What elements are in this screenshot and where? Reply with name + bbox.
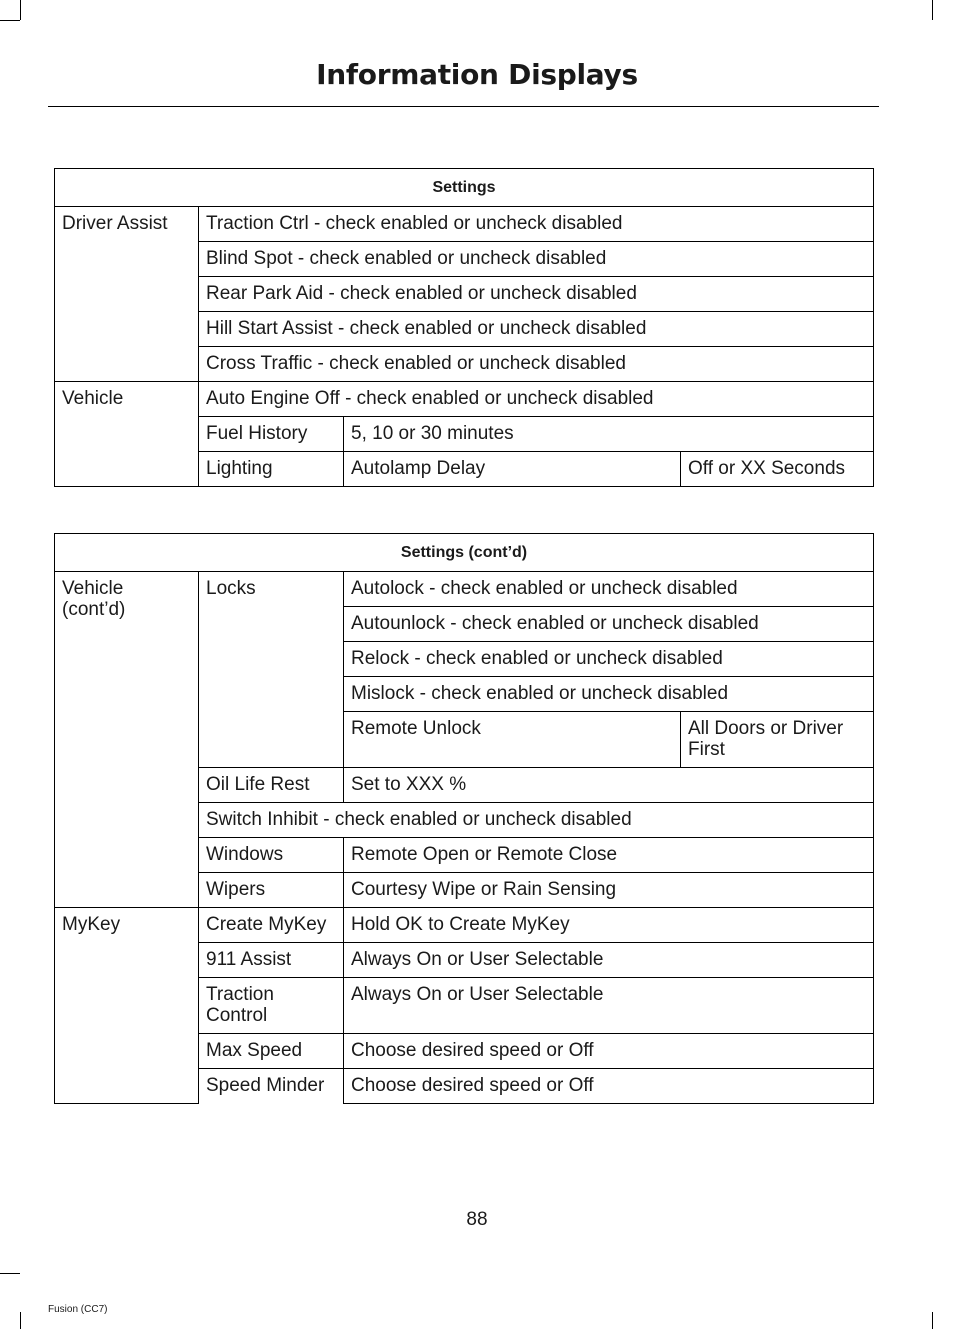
category-driver-assist: Driver Assist: [55, 207, 199, 382]
table-cell-label: Speed Minder: [199, 1069, 344, 1104]
table-cell-label: Windows: [199, 838, 344, 873]
table-cell: Always On or User Selectable: [344, 978, 874, 1034]
table-cell: 5, 10 or 30 minutes: [344, 417, 874, 452]
table-cell: Hold OK to Create MyKey: [344, 908, 874, 943]
category-mykey: MyKey: [55, 908, 199, 1104]
crop-mark: [932, 1312, 933, 1329]
table-cell-label: Wipers: [199, 873, 344, 908]
table-cell-label: Oil Life Rest: [199, 768, 344, 803]
table-cell: Choose desired speed or Off: [344, 1069, 874, 1104]
table-cell: Autounlock - check enabled or uncheck disabled: [344, 607, 874, 642]
table-cell: Autolamp Delay: [344, 452, 681, 487]
table-heading: Settings (cont’d): [55, 534, 874, 572]
crop-mark: [20, 0, 21, 20]
page-number: 88: [466, 1209, 488, 1230]
crop-mark: [932, 0, 933, 20]
table-cell: Relock - check enabled or uncheck disabled: [344, 642, 874, 677]
crop-mark: [20, 1312, 21, 1329]
table-cell-label: Locks: [199, 572, 344, 768]
table-cell: Traction Ctrl - check enabled or uncheck disabled: [199, 207, 874, 242]
table-cell-label: Lighting: [199, 452, 344, 487]
table-cell: Always On or User Selectable: [344, 943, 874, 978]
category-vehicle-contd: Vehicle (cont’d): [55, 572, 199, 908]
table-cell-label: Traction Control: [199, 978, 344, 1034]
settings-table: [54, 168, 874, 487]
table-cell: All Doors or Driver First: [681, 712, 874, 768]
table-cell: Rear Park Aid - check enabled or uncheck disabled: [199, 277, 874, 312]
table-cell: Cross Traffic - check enabled or uncheck disabled: [199, 347, 874, 382]
table-cell: Auto Engine Off - check enabled or uncheck disabled: [199, 382, 874, 417]
settings-table-contd: [54, 533, 874, 1104]
table-cell: Remote Unlock: [344, 712, 681, 768]
table-cell: Off or XX Seconds: [681, 452, 874, 487]
title-rule: [48, 106, 879, 107]
table-cell: Remote Open or Remote Close: [344, 838, 874, 873]
category-vehicle: Vehicle: [55, 382, 199, 487]
table-cell: Autolock - check enabled or uncheck disabled: [344, 572, 874, 607]
table-cell-label: 911 Assist: [199, 943, 344, 978]
table-cell: Set to XXX %: [344, 768, 874, 803]
table-cell: Blind Spot - check enabled or uncheck disabled: [199, 242, 874, 277]
table-cell: Mislock - check enabled or uncheck disabled: [344, 677, 874, 712]
table-cell: Switch Inhibit - check enabled or uncheck disabled: [199, 803, 874, 838]
table-cell: Courtesy Wipe or Rain Sensing: [344, 873, 874, 908]
table-cell-label: Fuel History: [199, 417, 344, 452]
table-heading: Settings: [55, 169, 874, 207]
table-cell: Choose desired speed or Off: [344, 1034, 874, 1069]
footer-text: Fusion (CC7): [48, 1304, 108, 1315]
crop-mark: [0, 20, 20, 21]
table-cell: Hill Start Assist - check enabled or uncheck disabled: [199, 312, 874, 347]
crop-mark: [0, 1273, 20, 1274]
table-cell-label: Max Speed: [199, 1034, 344, 1069]
page-title: Information Displays: [316, 58, 638, 91]
table-cell-label: Create MyKey: [199, 908, 344, 943]
